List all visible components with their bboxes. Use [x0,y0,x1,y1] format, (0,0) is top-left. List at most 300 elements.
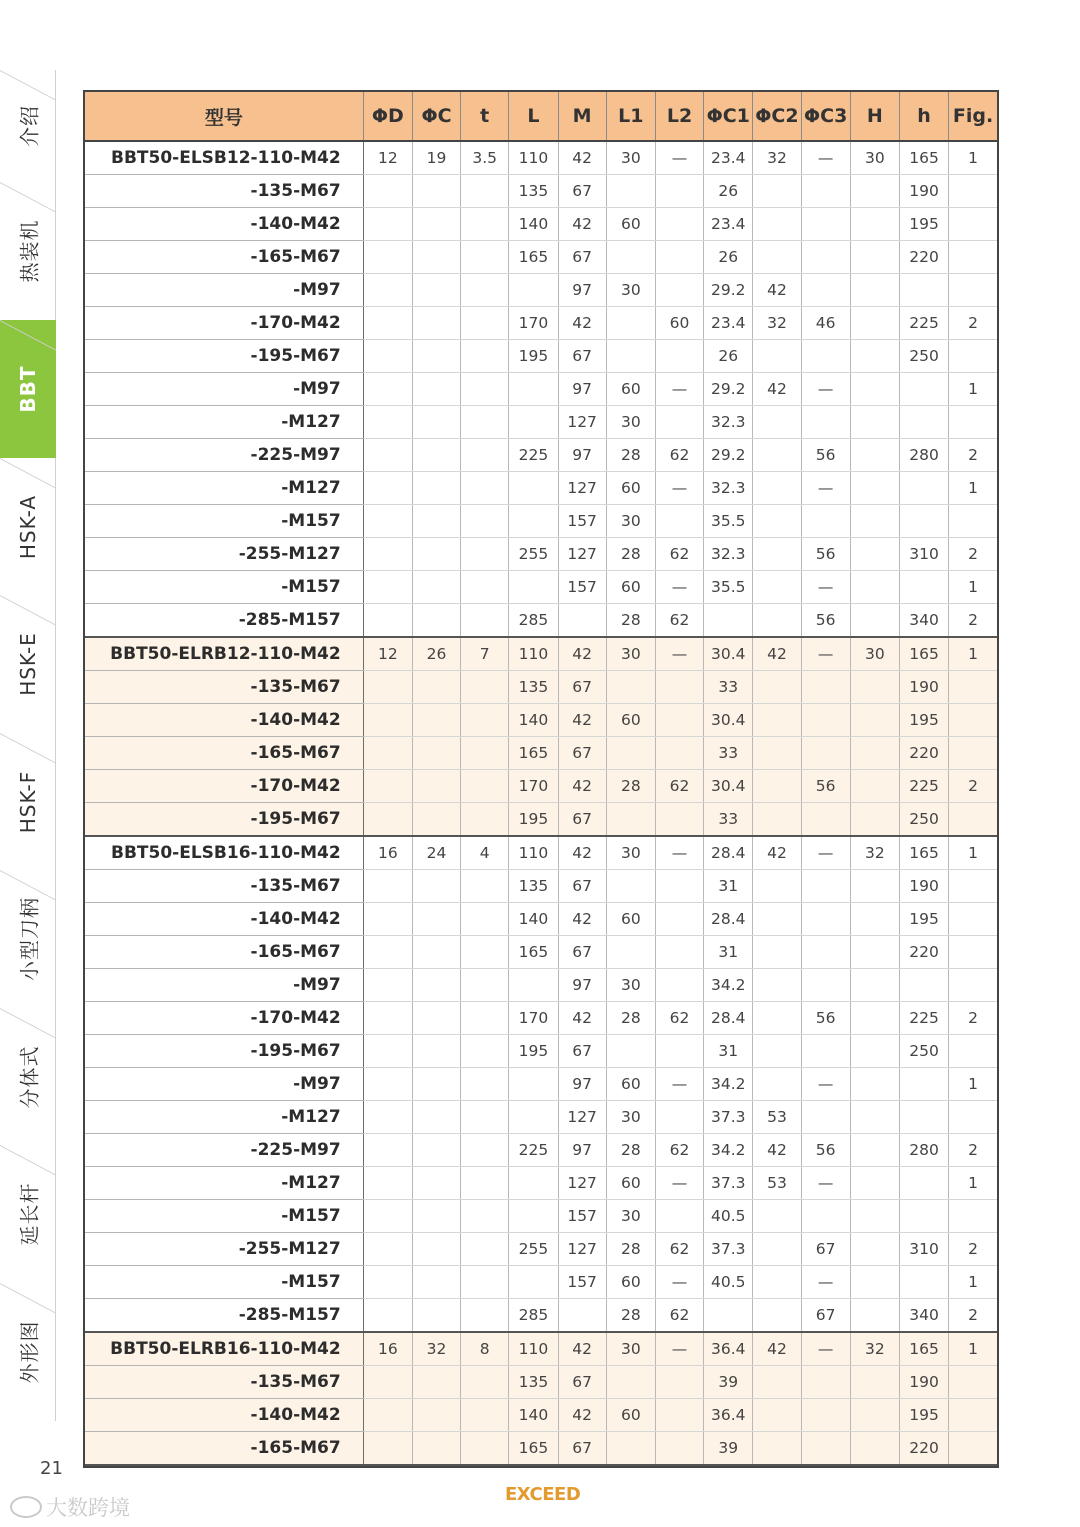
value-cell [850,208,899,241]
value-cell: 33 [704,671,753,704]
value-cell [606,870,655,903]
value-cell: 37.3 [704,1233,753,1266]
value-cell: 255 [509,1233,558,1266]
tab-edge [55,595,56,733]
value-cell: 42 [558,637,606,671]
value-cell: — [655,836,703,870]
model-cell: BBT50-ELRB12-110-M42 [85,637,363,671]
tab-divider [0,595,56,626]
value-cell: 250 [899,340,948,373]
value-cell [655,737,703,770]
value-cell: 32.3 [704,406,753,439]
value-cell [801,175,850,208]
value-cell [606,1432,655,1466]
value-cell [509,373,558,406]
side-nav [0,0,56,1460]
value-cell [363,1002,412,1035]
value-cell [801,1399,850,1432]
value-cell: 2 [949,307,997,340]
value-cell [801,1366,850,1399]
model-cell: -135-M67 [85,175,363,208]
value-cell [850,903,899,936]
value-cell: 36.4 [704,1399,753,1432]
value-cell [949,969,997,1002]
value-cell [801,803,850,837]
value-cell: 1 [949,1332,997,1366]
table-row [85,1200,997,1233]
model-group [85,836,997,1332]
value-cell [655,241,703,274]
value-cell: 157 [558,571,606,604]
value-cell: 34.2 [704,969,753,1002]
value-cell [363,1399,412,1432]
column-header: Fig. [949,92,997,141]
value-cell: 30.4 [704,637,753,671]
value-cell: 280 [899,439,948,472]
value-cell [949,406,997,439]
model-cell: -M127 [85,1101,363,1134]
model-cell: -140-M42 [85,903,363,936]
value-cell [363,1068,412,1101]
value-cell [655,1200,703,1233]
table-row [85,406,997,439]
table-row [85,1332,997,1366]
table-row [85,770,997,803]
value-cell: 157 [558,1266,606,1299]
value-cell [949,704,997,737]
value-cell: 62 [655,538,703,571]
value-cell [899,1167,948,1200]
model-cell: -135-M67 [85,671,363,704]
value-cell [363,936,412,969]
value-cell [850,307,899,340]
value-cell: 170 [509,770,558,803]
value-cell: 1 [949,836,997,870]
model-cell: -135-M67 [85,1366,363,1399]
tab-divider [0,458,56,489]
value-cell [801,274,850,307]
value-cell: 67 [558,671,606,704]
value-cell: 67 [558,241,606,274]
side-tab-7[interactable] [0,1008,56,1146]
value-cell [753,406,801,439]
model-cell: -M157 [85,1266,363,1299]
value-cell [606,1366,655,1399]
value-cell [412,1299,460,1333]
value-cell: 32 [753,307,801,340]
value-cell: 42 [558,903,606,936]
value-cell [461,472,509,505]
table-row [85,671,997,704]
value-cell: 33 [704,803,753,837]
model-cell: BBT50-ELSB16-110-M42 [85,836,363,870]
value-cell: — [655,1068,703,1101]
value-cell [753,704,801,737]
value-cell: 67 [558,340,606,373]
value-cell [801,936,850,969]
value-cell [461,307,509,340]
value-cell [949,737,997,770]
value-cell [363,241,412,274]
value-cell [363,671,412,704]
value-cell [363,538,412,571]
table-row [85,1134,997,1167]
value-cell [412,671,460,704]
value-cell: 30 [850,637,899,671]
value-cell [655,1399,703,1432]
value-cell: — [655,1167,703,1200]
value-cell: 30.4 [704,704,753,737]
model-cell: -225-M97 [85,1134,363,1167]
model-cell: -140-M42 [85,704,363,737]
value-cell: 170 [509,307,558,340]
value-cell [850,1366,899,1399]
value-cell [753,1233,801,1266]
value-cell: 60 [606,472,655,505]
value-cell: 46 [801,307,850,340]
value-cell [899,1101,948,1134]
value-cell [606,241,655,274]
value-cell [850,1266,899,1299]
tab-divider [0,1145,56,1176]
column-header: ΦD [363,92,412,141]
value-cell [412,737,460,770]
value-cell: 195 [899,208,948,241]
model-cell: -M97 [85,969,363,1002]
value-cell: 190 [899,671,948,704]
column-header: ΦC2 [753,92,801,141]
value-cell: — [801,373,850,406]
value-cell: 340 [899,604,948,638]
value-cell: 26 [704,175,753,208]
value-cell: 32 [412,1332,460,1366]
value-cell: 2 [949,770,997,803]
tab-edge [55,70,56,182]
value-cell [655,406,703,439]
value-cell [606,936,655,969]
value-cell [801,969,850,1002]
value-cell: 28.4 [704,836,753,870]
value-cell [753,1002,801,1035]
value-cell: — [801,472,850,505]
side-tab-label: HSK-A [16,494,40,560]
value-cell [509,472,558,505]
table-row [85,241,997,274]
value-cell [949,1101,997,1134]
model-cell: -140-M42 [85,208,363,241]
value-cell: 7 [461,637,509,671]
value-cell [753,1432,801,1466]
value-cell: 67 [558,870,606,903]
model-group [85,1332,997,1465]
value-cell: 127 [558,1101,606,1134]
value-cell [753,472,801,505]
value-cell: 310 [899,538,948,571]
value-cell [363,505,412,538]
value-cell [363,903,412,936]
value-cell: 60 [655,307,703,340]
value-cell [412,936,460,969]
value-cell [363,1200,412,1233]
table-row [85,373,997,406]
value-cell [363,1266,412,1299]
value-cell [509,1200,558,1233]
model-cell: -165-M67 [85,1432,363,1466]
side-tab-6[interactable] [0,870,56,1008]
value-cell [461,208,509,241]
value-cell [363,340,412,373]
value-cell [753,1366,801,1399]
side-tab-label: 介绍 [17,105,42,147]
value-cell [363,1233,412,1266]
value-cell [461,704,509,737]
value-cell: 97 [558,274,606,307]
value-cell [899,505,948,538]
value-cell [509,1266,558,1299]
value-cell [461,870,509,903]
value-cell [461,1134,509,1167]
value-cell: 32 [753,141,801,175]
value-cell [412,505,460,538]
value-cell [753,1035,801,1068]
value-cell: 2 [949,1134,997,1167]
value-cell [606,737,655,770]
value-cell: 30 [606,969,655,1002]
value-cell [753,1299,801,1333]
value-cell [655,870,703,903]
value-cell: 135 [509,671,558,704]
value-cell [363,571,412,604]
value-cell [363,770,412,803]
table-row [85,1233,997,1266]
value-cell [850,1299,899,1333]
value-cell [509,1068,558,1101]
value-cell: — [655,571,703,604]
value-cell [655,671,703,704]
value-cell: — [801,1167,850,1200]
value-cell: 140 [509,704,558,737]
model-cell: -M157 [85,505,363,538]
value-cell: 53 [753,1101,801,1134]
value-cell: 53 [753,1167,801,1200]
value-cell: 40.5 [704,1266,753,1299]
table-row [85,1167,997,1200]
value-cell: 39 [704,1432,753,1466]
value-cell: 60 [606,903,655,936]
value-cell: 30 [606,637,655,671]
value-cell [850,439,899,472]
value-cell [704,604,753,638]
value-cell [850,472,899,505]
side-tab-label: 外形图 [17,1320,42,1384]
value-cell: 2 [949,1002,997,1035]
table-row [85,1366,997,1399]
value-cell: 30 [606,1332,655,1366]
value-cell [753,1068,801,1101]
value-cell [461,1299,509,1333]
value-cell: 250 [899,1035,948,1068]
value-cell: 1 [949,1266,997,1299]
value-cell [801,1200,850,1233]
value-cell: 62 [655,1002,703,1035]
side-tab-2[interactable] [0,320,56,458]
side-tab-8[interactable] [0,1145,56,1283]
value-cell [801,505,850,538]
value-cell: — [801,637,850,671]
value-cell: — [655,1266,703,1299]
table-row [85,836,997,870]
value-cell: 42 [753,637,801,671]
table-row [85,936,997,969]
side-tab-label: HSK-F [16,770,40,834]
value-cell: 2 [949,604,997,638]
value-cell: 97 [558,969,606,1002]
value-cell: 280 [899,1134,948,1167]
value-cell [606,340,655,373]
value-cell [412,1432,460,1466]
value-cell [899,472,948,505]
value-cell [850,406,899,439]
value-cell [461,373,509,406]
value-cell: — [801,1332,850,1366]
table-row [85,969,997,1002]
value-cell: 32.3 [704,538,753,571]
side-tab-4[interactable] [0,595,56,733]
value-cell [850,1233,899,1266]
side-tab-label: 小型刀柄 [17,897,42,981]
column-header: L2 [655,92,703,141]
table-row [85,439,997,472]
value-cell: 42 [558,1002,606,1035]
tab-edge [55,182,56,320]
value-cell [509,274,558,307]
value-cell: 56 [801,604,850,638]
value-cell [801,241,850,274]
value-cell [363,406,412,439]
value-cell [461,1167,509,1200]
value-cell [753,340,801,373]
value-cell: 225 [899,307,948,340]
value-cell [461,1266,509,1299]
value-cell [850,737,899,770]
value-cell [461,1233,509,1266]
value-cell [949,936,997,969]
table-row [85,604,997,638]
value-cell [412,340,460,373]
value-cell [412,1101,460,1134]
value-cell [899,571,948,604]
value-cell [850,1167,899,1200]
table-row [85,141,997,175]
value-cell: 62 [655,439,703,472]
value-cell: 37.3 [704,1101,753,1134]
column-header: h [899,92,948,141]
value-cell [363,1299,412,1333]
value-cell [461,241,509,274]
side-tab-0[interactable] [0,70,56,182]
value-cell [850,538,899,571]
tab-divider [0,70,56,101]
value-cell: 220 [899,1432,948,1466]
value-cell: 42 [558,704,606,737]
value-cell [461,439,509,472]
value-cell: 135 [509,175,558,208]
value-cell: 195 [899,704,948,737]
value-cell [850,241,899,274]
model-cell: BBT50-ELRB16-110-M42 [85,1332,363,1366]
value-cell: 30 [606,505,655,538]
value-cell [363,870,412,903]
model-cell: -195-M67 [85,1035,363,1068]
value-cell [461,340,509,373]
value-cell: 60 [606,373,655,406]
value-cell: — [655,472,703,505]
value-cell [412,903,460,936]
value-cell: 165 [899,836,948,870]
brand-logo: EXCEED [505,1484,581,1505]
value-cell: 110 [509,141,558,175]
value-cell: 220 [899,737,948,770]
table-row [85,505,997,538]
value-cell [949,340,997,373]
table-row [85,803,997,837]
value-cell [801,671,850,704]
tab-edge [55,733,56,871]
value-cell: 97 [558,373,606,406]
value-cell [801,406,850,439]
value-cell [461,274,509,307]
value-cell: — [655,373,703,406]
model-group [85,141,997,637]
tab-edge [55,1145,56,1283]
value-cell: 60 [606,208,655,241]
side-tab-label: 分体式 [17,1045,42,1109]
value-cell: 67 [801,1233,850,1266]
side-tab-1[interactable] [0,182,56,320]
page-number: 21 [40,1458,63,1479]
value-cell: 190 [899,870,948,903]
value-cell: — [655,637,703,671]
column-header: ΦC [412,92,460,141]
table-row [85,903,997,936]
value-cell: 1 [949,1167,997,1200]
value-cell: 157 [558,1200,606,1233]
value-cell: 157 [558,505,606,538]
value-cell [412,1068,460,1101]
side-tab-9[interactable] [0,1283,56,1421]
table-row [85,870,997,903]
value-cell [850,1002,899,1035]
value-cell: 60 [606,1068,655,1101]
value-cell [850,1432,899,1466]
value-cell: 250 [899,803,948,837]
model-cell: -M97 [85,1068,363,1101]
value-cell [850,1399,899,1432]
value-cell: 40.5 [704,1200,753,1233]
table-row [85,274,997,307]
value-cell [850,770,899,803]
value-cell: 24 [412,836,460,870]
value-cell: 135 [509,1366,558,1399]
value-cell: 42 [753,373,801,406]
value-cell [461,770,509,803]
table-header-row [85,92,997,141]
side-tab-3[interactable] [0,458,56,596]
value-cell [949,208,997,241]
value-cell [363,307,412,340]
value-cell: 12 [363,141,412,175]
side-tab-5[interactable] [0,733,56,871]
